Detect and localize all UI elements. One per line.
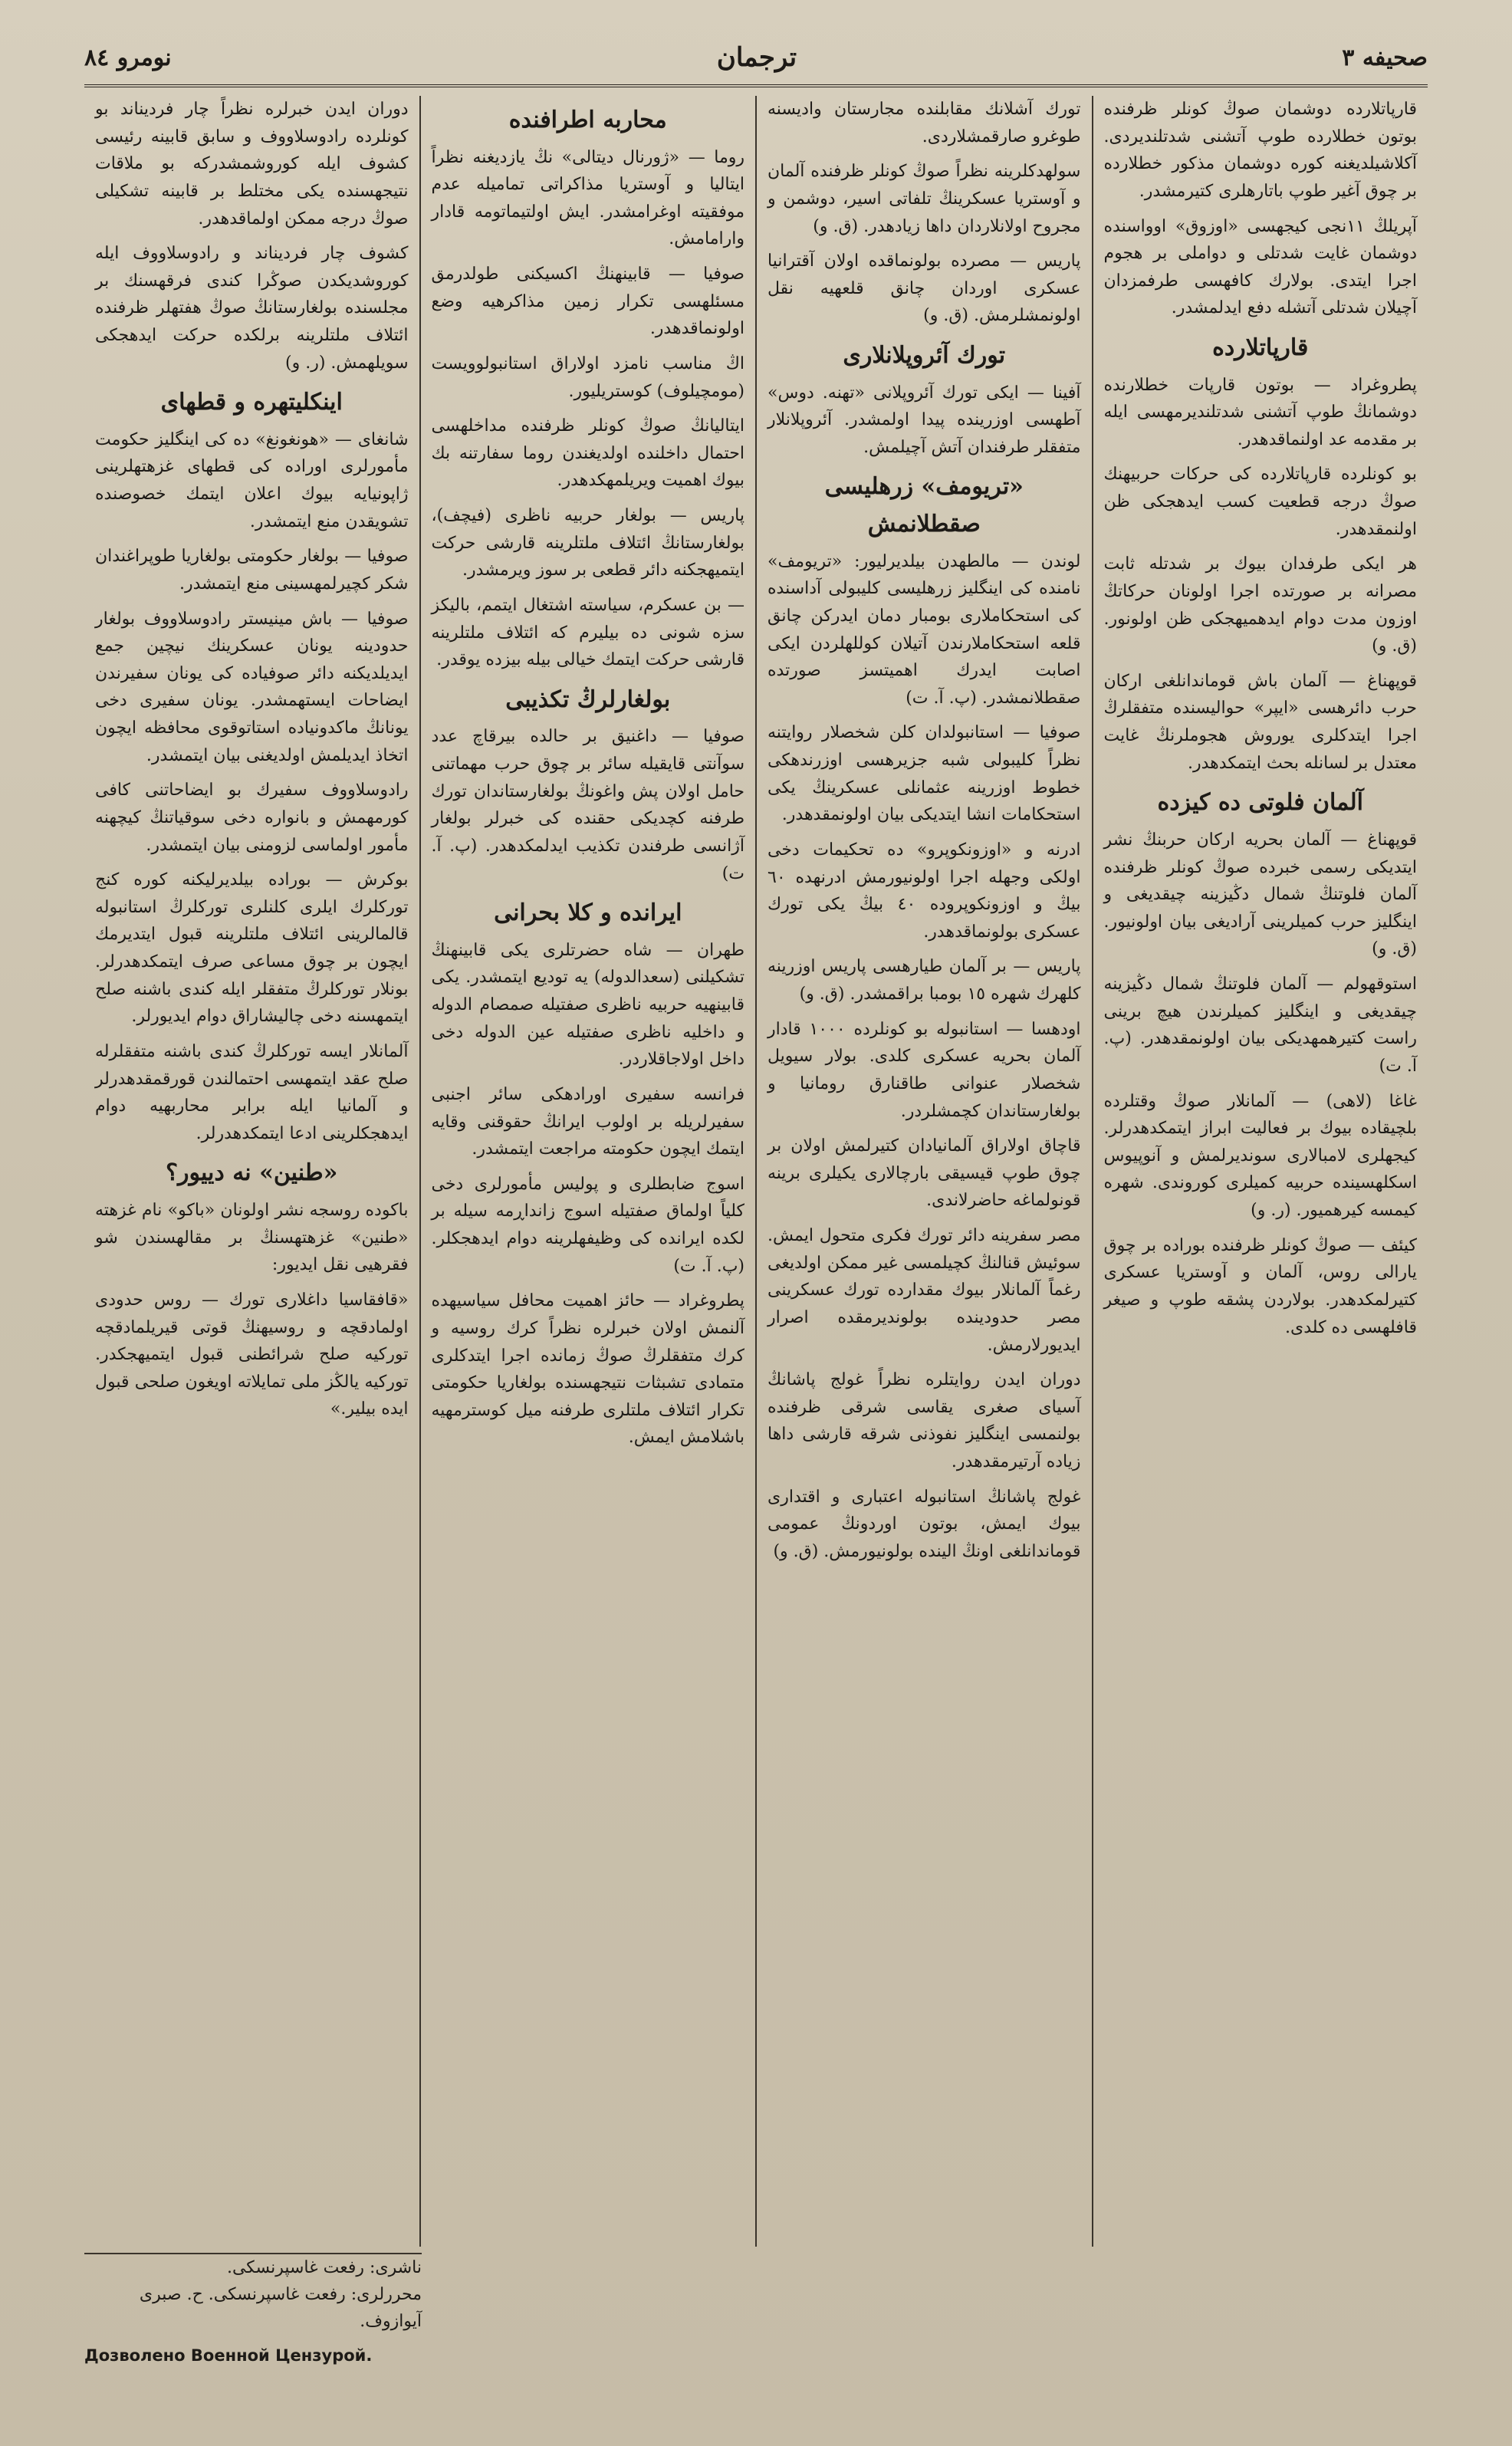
article-text: صوفیا — باش مینیستر رادوسلاووف بولغار حدودینه یونان عسكرینك نیچین جمع ایدیلدیكنه دائر صوفیاده كی یونان سفیرندن ایضاحات ایستهمشدر. یونان سفیری دخی یونانڭ ماكدونیاده استاتوقوی محافظه ایچون اتخاذ ایدیلمش اولدیغنی بیان ایتمشدر.	[95, 609, 409, 765]
article-text: دوران ایدن روایتلره نظراً غولج پاشانڭ آسیای صغری یقاسی شرقی ظرفنده بولنمسی اینگلیز نفوذنی شرقه قارشی داها زیاده آرتیرمقدهدر.	[768, 1370, 1081, 1472]
article-text: باكوده روسجه نشر اولونان «باكو» نام غزهته «طنین» غزهتهسنڭ بر مقالهسندن شو فقرهیی نقل ایدیور:	[95, 1201, 409, 1275]
article-text: قاچاق اولاراق آلمانیادان كتیرلمش اولان بر چوق طوپ قیسیقی بارچالاری یكیلری برینه قونولماغه حاضرلاندی.	[768, 1136, 1081, 1211]
section-heading: اینكلیتهره و قطهای	[160, 389, 343, 416]
article-text: روما — «ژورنال دیتالی» نڭ یازدیغنه نظراً ایتالیا و آوستریا مذاكراتی تمامیله عدم موفقیته اوغرامشدر. ایش اولتیماتومه قادار وارامامش.	[431, 147, 744, 249]
article-text: غولج پاشانڭ استانبوله اعتباری و اقتداری بیوك ایمش، بوتون اوردونڭ عمومی قوماندانلغی اونڭ الینده بولونیورمش. (ق. و)	[768, 1487, 1081, 1561]
censor-note: Дозволено Военной Цензурой.	[84, 2346, 373, 2365]
article-text: «قافقاسیا داغلاری تورك — روس حدودی اولمادقچه و روسیهنڭ قوتی قیریلمادقچه توركیه صلح شرائطنی قبول ایتمیهجكدر. توركیه یالڭز ملی تمایلاته اویغون صلحی قبول ایده بیلیر.»	[95, 1290, 409, 1419]
column-1	[1092, 96, 1428, 2247]
article-text: پاریس — بولغار حربیه ناظری (فیچف)، بولغارستانڭ ائتلاف ملتلرینه قارشی حركت ایتمیهجكنه دائر قطعی بر سوز ویرمشدر.	[431, 506, 744, 580]
article-text: صوفیا — استانبولدان كلن شخصلار روایتنه نظراً كلیبولی شبه جزیرهسی اوزرندهكی خطوط اوزرینه عثمانلی عسكرینڭ یكی استحكامات انشا ایتدیكی بیان اولونمقدهدر.	[768, 723, 1081, 825]
article-text: پاریس — مصرده بولونماقده اولان آقترانیا عسكرى اوردان چانق قلعهیه نقل اولونمشلرمش. (ق. و)	[768, 252, 1081, 326]
newspaper-title: ترجمان	[716, 42, 797, 73]
article-text: رادوسلاووف سفیرك بو ایضاحاتنی كافی كورمهمش و بانواره دخی سوقیاتنڭ كیچهنه مأمور اولماسی لزومنی بیان ایتمشدر.	[95, 781, 409, 855]
article-text: اودهسا — استانبوله بو كونلرده ١٠٠٠ قادار آلمان بحریه عسكری كلدی. بولار سیویل شخصلار عنوانی طاقنارق رومانیا و بولغارستاندان كچمشلردر.	[768, 1019, 1081, 1121]
column-2	[755, 96, 1092, 2247]
article-text: مصر سفرینه دائر تورك فكری متحول ایمش. سوئیش قنالنڭ كچیلمسی غیر ممكن اولدیغی رغماً آلمانلار بیوك مقدارده تورك عسكرینی مصر حدودینده بولوندیرمقده اصرار ایدیورلارمش.	[768, 1226, 1081, 1355]
article-text: اڭ مناسب نامزد اولاراق استانبولوویست (مومچیلوف) كوستریلیور.	[431, 353, 744, 401]
section-heading: «تریومف» زرهلیسی صقطلانمش	[824, 473, 1024, 538]
article-text: آفینا — ایكی تورك آئروپلانی «تهنه. دوس» آطهسی اوزرینده پیدا اولمشدر. آئروپلانلار متفقلر طرفندان آتش آچیلمش.	[768, 383, 1081, 457]
article-text: استوقهولم — آلمان فلوتنڭ شمال دڭیزینه چیقدیغی و اینگلیز كمیلرندن هیچ برینی راست كتیرهمهدیكی بیان اولونمقدهدر. (پ. آ. ت)	[1103, 975, 1417, 1076]
page-number: صحيفه ٣	[1342, 44, 1428, 71]
article-text: لوندن — مالطهدن بیلدیرلیور: «تریومف» نامنده كی اینگلیز زرهلیسی كلیبولی آداسنده كی استحكاملاری بومبار دمان ایدركن چانق قلعه استحكاملارندن آتیلان كوللهلردن ایكی اصابت ایدرك اهمیتسز صورتده صقطلانمشدر. (پ. آ. ت)	[768, 551, 1081, 708]
article-text: قوپهناغ — آلمان بحریه اركان حربنڭ نشر ایتدیكی رسمی خبرده صوڭ كونلر ظرفنده آلمان فلوتنڭ شمال دڭیزینه چیقدیغی و اینگلیز حرب كمیلرینی آرادیغی بیان اولونیور. (ق. و)	[1103, 830, 1417, 959]
article-text: آلمانلار ایسه توركلرڭ كندی باشنه متفقلرله صلح عقد ایتمهسی احتمالندن قورقمقدهدرلر و آلمانیا ایله برابر محاربهیه دوام ایدهجكلرینی ادعا ایتمكدهدرلر.	[95, 1041, 409, 1143]
article-text: صوفیا — قابینهنڭ اكسیكنی طولدرمق مسئلهسی تكرار زمین مذاكرهیه وضع اولونماقدهدر.	[431, 265, 744, 339]
article-text: دوران ایدن خبرلره نظراً چار فردیناند بو كونلرده رادوسلاووف و سابق قابینه رئیسی كشوف ایله كوروشمشدركه بو ملاقات نتیجهسنده یكی مختلط بر قابینه تشكیلی صوڭ درجه ممكن اولماقدهدر.	[95, 100, 409, 228]
article-text: هر ایكی طرفدان بیوك بر شدتله ثابت مصرانه بر صورتده اجرا اولونان حركاتڭ اوزون مدت دوام ایدهمیهجكی ظن اولونور. (ق. و)	[1103, 554, 1417, 656]
article-text: كشوف چار فردیناند و رادوسلاووف ایله كوروشدیكدن صوڭرا كندی فرقهسنك بر مجلسنده بولغارستانڭ صوڭ هفتهلر ظرفنده ائتلاف ملتلرینه برلكده حركت ایدهجكی سویلهمش. (ر. و)	[95, 244, 409, 373]
article-text: پطروغراد — حائز اهمیت محافل سیاسیهده آلنمش اولان خبرلره نظراً كرك روسیه و كرك متفقلرڭ صوڭ زمانده اجرا ایتدكلری متمادی تشبثات نتیجهسنده بولغاریا حكومتی تكرار ائتلاف ملتلری طرفنه میل كوسترمهیه باشلامش ایمش.	[431, 1291, 744, 1448]
article-text: قارپاتلارده دوشمان صوڭ كونلر ظرفنده بوتون خطلارده طوپ آتشنی شدتلندیردی. آكلاشیلدیغنه كوره دوشمان مذكور خطلارده بر چوق آغیر طوپ باتارهلری كتیرمشدر.	[1103, 100, 1417, 201]
section-heading: قارپاتلارده	[1212, 334, 1309, 361]
section-heading: محاربه اطرافنده	[508, 107, 667, 133]
article-text: سولهدكلرینه نظراً صوڭ كونلر ظرفنده آلمان و آوستریا عسكرینڭ تلفاتی اسیر، دوشمن و مجروح اولانلاردان داها زیادهدر. (ق. و)	[768, 162, 1081, 236]
imprint	[84, 2253, 422, 2400]
article-text: طهران — شاه حضرتلری یكی قابینهنڭ تشكیلنی (سعدالدوله) یه تودیع ایتمشدر. یكی قابینهیه حربیه ناظری صفتیله صمصام الدوله و داخلیه ناظری صفتیله عین الدوله دخی داخل اولاجاقلاردر.	[431, 940, 744, 1070]
editors-line: محررلری: رفعت غاسپرنسكی. ح. صبری آیوازوف.	[139, 2285, 422, 2332]
article-text: پاریس — بر آلمان طیارهسی پاریس اوزرینه كلهرك شهره ١٥ بومبا براقمشدر. (ق. و)	[768, 957, 1081, 1004]
section-heading: «طنین» نه دییور؟	[166, 1159, 338, 1187]
article-text: صوفیا — بولغار حكومتی بولغاریا طوپراغندان شكر كچیرلمهسینی منع ایتمشدر.	[95, 547, 409, 593]
article-text: فرانسه سفیری اورادهكی سائر اجنبی سفیرلریله بر اولوب ایرانڭ حقوقنی وقایه ایتمك ایچون حكومته مراجعت ایتمشدر.	[431, 1084, 744, 1159]
article-text: — بن عسكرم، سیاسته اشتغال ایتمم، بالیكز سزه شونی ده بیلیرم كه ائتلاف ملتلرینه قارشی حركت ایتمك خیالی بیله بیزده یوقدر.	[431, 595, 744, 670]
section-heading: آلمان فلوتی ده كیزده	[1157, 789, 1363, 817]
publisher-line: ناشری: رفعت غاسپرنسكی.	[226, 2258, 422, 2277]
article-text: بوكرش — بوراده بیلدیرلیكنه كوره كنج توركلرك ایلری كلنلری توركلرڭ استانبوله قالمالرینی ائتلاف ملتلرینه قبول ایتدیرمك ایچون بر چوق مساعی صرف ایتمكدهدرلر. بونلار توركلرڭ متفقلر ایله كندی باشنه صلح ایتمهسنه دخی چالیشاراق دوام ایدیورلر.	[95, 870, 409, 1027]
article-text: پطروغراد — بوتون قارپات خطلارنده دوشمانڭ طوپ آتشنی شدتلندیرمهسی ایله بر مقدمه عد اولنماقدهدر.	[1103, 375, 1417, 449]
issue-number: نومرو ٨٤	[84, 44, 172, 71]
article-text: كیئف — صوڭ كونلر ظرفنده بوراده بر چوق یارالی روس، آلمان و آوستریا عسكری كتیرلمكدهدر. بولاردن پشقه طوپ و صیغر قافلهسی ده كلدی.	[1103, 1235, 1417, 1337]
article-text: صوفیا — داغنیق بر حالده بیرقاچ عدد سوآنتی قایقیله سائر بر چوق حرب مهماتنی حامل اولان پش واغونڭ بولغارستاندان تورك طرفنه كچدیكی حقنده كی خبرلر بولغار آژانسی طرفندن تكذیب ایدلمكدهدر. (پ. آ. ت)	[431, 727, 744, 883]
article-text: ادرنه و «اوزونكوپرو» ده تحكیمات دخی اولكی وجهله اجرا اولونیورمش ادرنهده ٦٠ بیڭ و اوزونكوپروده ٤٠ بیڭ یكی تورك عسكری بولونماقدهدر.	[768, 840, 1081, 942]
article-text: تورك آشلانك مقابلنده مجارستان واديسنه طوغرو صارقمشلاردی.	[768, 100, 1081, 146]
masthead	[84, 31, 1428, 87]
article-text: قوپهناغ — آلمان باش قوماندانلغی اركان حرب دائرهسی «ایپر» حوالیسنده متفقلرڭ اجرا ایتدكلری یوروش هجوملرنڭ غایت معتدل بر لسانله بحث ایتمكدهدر.	[1103, 671, 1417, 773]
article-text: بو كونلرده قارپاتلارده كی حركات حربیهنك صوڭ درجه قطعیت كسب ایدهجكی ظن اولنمقدهدر.	[1103, 465, 1417, 539]
article-text: آپریلڭ ١١نجی كیجهسی «اوزوق» اوواسنده دوشمان غایت شدتلی و دواملی بر هجوم اجرا ایتدی. بولارك كافهسی طرفمزدان آچیلان شدتلی آتشله دفع ایدلمشدر.	[1103, 216, 1417, 318]
article-text: ایتالیانڭ صوڭ كونلر ظرفنده مداخلهسی احتمال داخلنده اولدیغندن روما سفارتنه بك بیوك اهمیت ویریلمهكدهدر.	[431, 416, 744, 491]
column-4	[84, 96, 419, 2247]
article-text: اسوج ضابطلری و پولیس مأمورلری دخی كلیاً اولماق صفتیله اسوج زانداڕمه سیله بر لكده ایرانده كی وظیفهلرینه دوام ایدهجكلر. (پ. آ. ت)	[431, 1174, 744, 1276]
columns	[84, 96, 1428, 2247]
section-heading: بولغارلرڭ تكذیبی	[505, 685, 671, 713]
column-3	[419, 96, 756, 2247]
section-heading: تورك آئروپلانلاری	[843, 342, 1006, 369]
article-text: شانغای — «هونغونغ» ده كی اینگلیز حكومت مأمورلری اوراده كی قطهای غزهتهلرینی ژاپونیایه بیوك اعلان ایتمك خصوصنده تشویقدن منع ایتمشدر.	[95, 429, 409, 531]
section-heading: ایرانده و كلا بحرانی	[494, 899, 682, 927]
article-text: غاغا (لاهی) — آلمانلار صوڭ وقتلرده بلچیقاده بیوك بر فعالیت ابراز ایتمكدهدرلر. كیجهلری لامبالاری سوندیرلمش و آنوپیوس اسكلهسینده حربیه كمیلری كوروندی. شهره كیمسه كیرهمیور. (ر. و)	[1103, 1091, 1417, 1221]
